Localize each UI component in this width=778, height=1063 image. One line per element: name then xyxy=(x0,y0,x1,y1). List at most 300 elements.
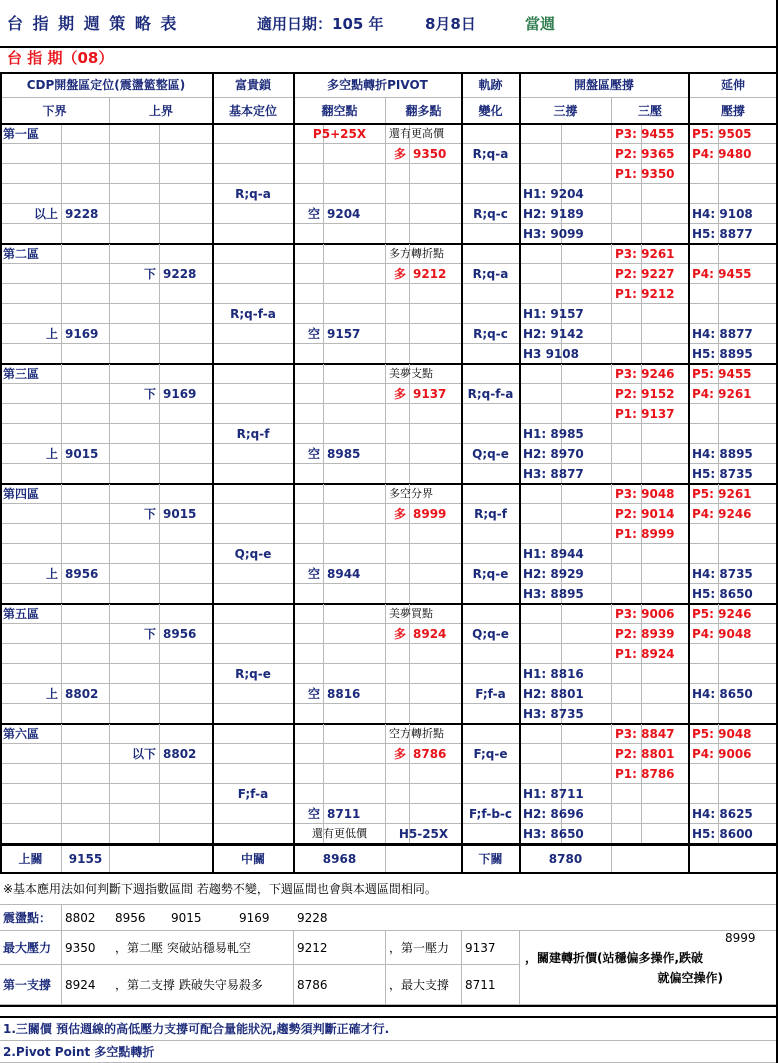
pivot-value-2: 8956 xyxy=(112,905,168,931)
grid-cell xyxy=(62,524,110,544)
grid-cell xyxy=(462,824,520,844)
grid-cell xyxy=(62,784,110,804)
summary-lower-label: 下關 xyxy=(462,845,520,873)
zone-top-note xyxy=(294,244,386,264)
grid-cell xyxy=(642,344,689,364)
grid-cell xyxy=(689,404,719,424)
zone-lower-value: 8802 xyxy=(62,684,110,704)
grid-cell xyxy=(562,164,612,184)
zone-long-note: 美夢支點 xyxy=(386,364,462,384)
grid-cell xyxy=(410,284,462,304)
grid-cell xyxy=(642,184,689,204)
grid-cell xyxy=(294,784,324,804)
grid-cell xyxy=(410,704,462,724)
zone-upper-label xyxy=(110,144,160,164)
grid-cell xyxy=(612,784,642,804)
grid-cell xyxy=(612,824,642,844)
zone-long-note: 空方轉折點 xyxy=(386,724,462,744)
zone-p3: P3: 9048 xyxy=(612,484,689,504)
grid-cell xyxy=(0,624,62,644)
grid-cell xyxy=(562,144,612,164)
grid-cell xyxy=(294,704,324,724)
grid-cell xyxy=(689,764,719,784)
zone-basic-position: R;q-f xyxy=(213,424,294,444)
grid-cell xyxy=(642,444,689,464)
grid-cell xyxy=(520,504,562,524)
zone-upper-label: 下 xyxy=(110,504,160,524)
grid-cell xyxy=(0,664,62,684)
grid-cell xyxy=(324,764,386,784)
grid-cell xyxy=(612,424,642,444)
grid-cell xyxy=(294,504,324,524)
grid-cell xyxy=(324,284,386,304)
grid-cell xyxy=(213,244,294,264)
grid-cell xyxy=(462,604,520,624)
grid-cell xyxy=(689,644,719,664)
grid-cell xyxy=(62,424,110,444)
grid-cell xyxy=(160,484,213,504)
grid-cell xyxy=(689,284,719,304)
grid-cell xyxy=(462,364,520,384)
grid-cell xyxy=(612,704,642,724)
grid-cell xyxy=(642,784,689,804)
grid-cell xyxy=(62,624,110,644)
grid-cell xyxy=(324,384,386,404)
zone-upper-label: 以下 xyxy=(110,744,160,764)
zone-p2: P2: 9014 xyxy=(612,504,689,524)
grid-cell xyxy=(0,704,62,724)
grid-cell xyxy=(294,224,324,244)
grid-cell xyxy=(462,724,520,744)
grid-cell xyxy=(160,184,213,204)
grid-cell xyxy=(612,544,642,564)
grid-cell xyxy=(386,524,410,544)
zone-p4: P4: 9261 xyxy=(689,384,778,404)
zone-lower-value xyxy=(62,804,110,824)
zone-long-value: 8999 xyxy=(410,504,462,524)
grid-cell xyxy=(689,784,719,804)
header-extend: 延伸 xyxy=(689,72,778,98)
grid-cell xyxy=(520,644,562,664)
grid-cell xyxy=(410,404,462,424)
grid-cell xyxy=(160,364,213,384)
grid-cell xyxy=(0,504,62,524)
max-sup-value: 8711 xyxy=(462,965,520,1005)
divider xyxy=(0,123,778,125)
zone-short-label: 空 xyxy=(294,204,324,224)
grid-cell xyxy=(719,424,778,444)
grid-cell xyxy=(612,304,642,324)
header-upper: 上界 xyxy=(110,98,213,124)
grid-cell xyxy=(110,544,160,564)
grid-cell xyxy=(612,344,642,364)
header-flip-long: 翻多點 xyxy=(386,98,462,124)
grid-cell xyxy=(386,784,410,804)
grid-cell xyxy=(689,164,719,184)
grid-cell xyxy=(386,404,410,424)
grid-cell xyxy=(62,244,110,264)
grid-cell xyxy=(213,404,294,424)
grid-cell xyxy=(62,704,110,724)
grid-cell xyxy=(0,404,62,424)
grid-cell xyxy=(324,264,386,284)
grid-cell xyxy=(520,404,562,424)
grid-cell xyxy=(294,144,324,164)
grid-cell xyxy=(462,704,520,724)
grid-cell xyxy=(520,604,562,624)
grid-cell xyxy=(386,764,410,784)
pivot-value-5: 9228 xyxy=(294,905,778,931)
grid-cell xyxy=(612,464,642,484)
grid-cell xyxy=(0,544,62,564)
grid-cell xyxy=(0,284,62,304)
first-sup-value: 8924 xyxy=(62,965,112,1005)
zone-h5: H5: 8600 xyxy=(689,824,778,844)
grid-cell xyxy=(562,384,612,404)
zone-h5 xyxy=(689,704,778,724)
zone-upper-value: 8956 xyxy=(160,624,213,644)
grid-cell xyxy=(462,484,520,504)
zone-track-1: R;q-f xyxy=(462,504,520,524)
grid-cell xyxy=(562,624,612,644)
grid-cell xyxy=(462,764,520,784)
zone-upper-value: 8802 xyxy=(160,744,213,764)
grid-cell xyxy=(294,304,324,324)
grid-cell xyxy=(160,244,213,264)
grid-cell xyxy=(62,464,110,484)
grid-cell xyxy=(213,584,294,604)
pivot-value-4: 9169 xyxy=(236,905,294,931)
grid-cell xyxy=(0,164,62,184)
zone-p1: P1: 9212 xyxy=(612,284,689,304)
grid-cell xyxy=(689,184,719,204)
grid-cell xyxy=(324,464,386,484)
zone-h1: H1: 8711 xyxy=(520,784,612,804)
grid-cell xyxy=(213,384,294,404)
grid-cell xyxy=(110,764,160,784)
header-p3: 三壓 xyxy=(612,98,689,124)
zone-h5: H5: 8895 xyxy=(689,344,778,364)
zone-p1: P1: 8999 xyxy=(612,524,689,544)
pivots-label: 震盪點： xyxy=(0,905,62,931)
zone-h3: H3 9108 xyxy=(520,344,612,364)
grid-cell xyxy=(462,224,520,244)
grid-cell xyxy=(0,744,62,764)
grid-cell xyxy=(562,484,612,504)
grid-cell xyxy=(213,484,294,504)
header-cdp: CDP開盤區定位(震盪籃整區) xyxy=(0,72,213,98)
grid-cell xyxy=(294,664,324,684)
summary-blank-1 xyxy=(110,845,213,873)
zone-lower-label: 上 xyxy=(0,444,62,464)
zone-h4: H4: 8625 xyxy=(689,804,778,824)
grid-cell xyxy=(160,444,213,464)
summary-upper-label: 上關 xyxy=(0,845,62,873)
zone-long-label: 多 xyxy=(386,744,410,764)
zone-upper-label: 下 xyxy=(110,384,160,404)
date-label: 適用日期：105 年 xyxy=(257,15,384,33)
grid-cell xyxy=(0,384,62,404)
grid-cell xyxy=(160,704,213,724)
grid-cell xyxy=(294,384,324,404)
grid-cell xyxy=(386,324,410,344)
grid-cell xyxy=(410,784,462,804)
key-pivot-label-2: 就偏空操作) xyxy=(657,971,723,985)
grid-cell xyxy=(410,544,462,564)
grid-cell xyxy=(324,224,386,244)
grid-cell xyxy=(410,344,462,364)
grid-cell xyxy=(0,304,62,324)
zone-short-value: 9204 xyxy=(324,204,386,224)
grid-cell xyxy=(62,264,110,284)
grid-cell xyxy=(0,644,62,664)
grid-cell xyxy=(719,184,778,204)
grid-cell xyxy=(642,584,689,604)
grid-cell xyxy=(689,544,719,564)
first-press-value: 9137 xyxy=(462,931,520,965)
grid-cell xyxy=(324,304,386,324)
grid-cell xyxy=(462,544,520,564)
summary-blank-4 xyxy=(689,845,778,873)
grid-cell xyxy=(62,304,110,324)
zone-p2: P2: 9152 xyxy=(612,384,689,404)
zone-h3: H3: 8877 xyxy=(520,464,612,484)
zone-basic-position: R;q-e xyxy=(213,664,294,684)
grid-cell xyxy=(324,144,386,164)
grid-cell xyxy=(642,204,689,224)
grid-cell xyxy=(324,404,386,424)
zone-long-value: 8924 xyxy=(410,624,462,644)
zone-bottom-note: 還有更低價 xyxy=(294,824,386,844)
grid-cell xyxy=(386,424,410,444)
grid-cell xyxy=(62,124,110,144)
grid-cell xyxy=(213,204,294,224)
zone-p5 xyxy=(689,244,778,264)
key-pivot-value: 8999 xyxy=(725,931,756,945)
zone-h4: H4: 8877 xyxy=(689,324,778,344)
zone-upper-value: 9228 xyxy=(160,264,213,284)
max-sup-label: ，最大支撐 xyxy=(386,965,462,1005)
grid-cell xyxy=(213,224,294,244)
grid-cell xyxy=(562,724,612,744)
grid-cell xyxy=(386,564,410,584)
grid-cell xyxy=(386,464,410,484)
grid-cell xyxy=(62,764,110,784)
zone-short-label: 空 xyxy=(294,324,324,344)
zone-p3: P3: 9261 xyxy=(612,244,689,264)
grid-cell xyxy=(324,744,386,764)
grid-cell xyxy=(110,564,160,584)
grid-cell xyxy=(62,404,110,424)
grid-cell xyxy=(462,644,520,664)
grid-cell xyxy=(213,164,294,184)
grid-cell xyxy=(386,204,410,224)
grid-cell xyxy=(689,424,719,444)
grid-cell xyxy=(213,764,294,784)
grid-cell xyxy=(213,524,294,544)
grid-cell xyxy=(62,824,110,844)
grid-cell xyxy=(62,544,110,564)
grid-cell xyxy=(562,244,612,264)
grid-cell xyxy=(160,404,213,424)
divider xyxy=(0,1016,778,1018)
zone-short-value: 9157 xyxy=(324,324,386,344)
grid-cell xyxy=(110,704,160,724)
grid-cell xyxy=(462,584,520,604)
grid-cell xyxy=(213,124,294,144)
grid-cell xyxy=(213,264,294,284)
zone-lower-value: 9228 xyxy=(62,204,110,224)
grid-cell xyxy=(410,664,462,684)
grid-cell xyxy=(110,664,160,684)
grid-cell xyxy=(410,464,462,484)
grid-cell xyxy=(642,824,689,844)
grid-cell xyxy=(160,544,213,564)
grid-cell xyxy=(110,184,160,204)
grid-cell xyxy=(110,244,160,264)
second-press-label: ，第二壓 突破站穩易軋空 xyxy=(112,931,294,965)
grid-cell xyxy=(410,324,462,344)
zone-p2: P2: 9365 xyxy=(612,144,689,164)
grid-cell xyxy=(213,704,294,724)
grid-cell xyxy=(410,684,462,704)
zone-basic-position: R;q-f-a xyxy=(213,304,294,324)
grid-cell xyxy=(562,284,612,304)
grid-cell xyxy=(462,524,520,544)
grid-cell xyxy=(324,424,386,444)
zone-p5: P5: 9455 xyxy=(689,364,778,384)
grid-cell xyxy=(386,804,410,824)
zone-p4: P4: 9480 xyxy=(689,144,778,164)
grid-cell xyxy=(410,424,462,444)
pivot-value-3: 9015 xyxy=(168,905,236,931)
grid-cell xyxy=(294,464,324,484)
grid-cell xyxy=(160,784,213,804)
zone-p4: P4: 9455 xyxy=(689,264,778,284)
grid-cell xyxy=(642,424,689,444)
grid-cell xyxy=(324,184,386,204)
zone-track-1: Q;q-e xyxy=(462,624,520,644)
zone-p5: P5: 9048 xyxy=(689,724,778,744)
zone-p1: P1: 8924 xyxy=(612,644,689,664)
grid-cell xyxy=(462,464,520,484)
zone-top-note: P5+25X xyxy=(294,124,386,144)
grid-cell xyxy=(160,584,213,604)
zone-p2: P2: 8939 xyxy=(612,624,689,644)
grid-cell xyxy=(520,264,562,284)
header-flip-short: 翻空點 xyxy=(294,98,386,124)
grid-cell xyxy=(642,324,689,344)
zone-track-2: F;f-b-c xyxy=(462,804,520,824)
week-label: 當週 xyxy=(525,15,556,33)
grid-cell xyxy=(160,224,213,244)
zone-long-label: 多 xyxy=(386,624,410,644)
grid-cell xyxy=(294,424,324,444)
grid-cell xyxy=(386,584,410,604)
grid-cell xyxy=(462,164,520,184)
grid-cell xyxy=(642,684,689,704)
grid-cell xyxy=(160,164,213,184)
grid-cell xyxy=(110,164,160,184)
grid-cell xyxy=(294,164,324,184)
zone-short-value: 8944 xyxy=(324,564,386,584)
grid-cell xyxy=(642,224,689,244)
grid-cell xyxy=(520,724,562,744)
grid-cell xyxy=(110,684,160,704)
zone-h2: H2: 8801 xyxy=(520,684,612,704)
grid-cell xyxy=(386,304,410,324)
zone-upper-value xyxy=(160,144,213,164)
zone-long-label: 多 xyxy=(386,504,410,524)
grid-cell xyxy=(562,764,612,784)
zone-track-1: R;q-a xyxy=(462,264,520,284)
grid-cell xyxy=(110,824,160,844)
grid-cell xyxy=(719,664,778,684)
grid-cell xyxy=(689,524,719,544)
grid-cell xyxy=(562,124,612,144)
grid-cell xyxy=(160,464,213,484)
zone-track-1: R;q-f-a xyxy=(462,384,520,404)
grid-cell xyxy=(0,764,62,784)
zone-h1: H1: 9204 xyxy=(520,184,612,204)
grid-cell xyxy=(462,664,520,684)
grid-cell xyxy=(410,764,462,784)
grid-cell xyxy=(294,284,324,304)
grid-cell xyxy=(213,564,294,584)
zone-name: 第二區 xyxy=(0,244,62,264)
grid-cell xyxy=(294,264,324,284)
zone-p2: P2: 9227 xyxy=(612,264,689,284)
grid-cell xyxy=(386,544,410,564)
zone-h1: H1: 9157 xyxy=(520,304,612,324)
grid-cell xyxy=(110,364,160,384)
grid-cell xyxy=(689,664,719,684)
grid-cell xyxy=(0,344,62,364)
zone-p1: P1: 9350 xyxy=(612,164,689,184)
zone-basic-position: R;q-a xyxy=(213,184,294,204)
grid-cell xyxy=(110,644,160,664)
grid-cell xyxy=(294,584,324,604)
zone-top-note xyxy=(294,724,386,744)
header-pressure: 壓撐 xyxy=(689,98,778,124)
zone-lower-label xyxy=(0,804,62,824)
zone-long-label: 多 xyxy=(386,144,410,164)
grid-cell xyxy=(612,804,642,824)
grid-cell xyxy=(719,304,778,324)
grid-cell xyxy=(160,564,213,584)
grid-cell xyxy=(160,124,213,144)
header-pivot: 多空點轉折PIVOT xyxy=(294,72,462,98)
date-value: 8月8日 xyxy=(425,15,476,33)
grid-cell xyxy=(213,804,294,824)
grid-cell xyxy=(0,524,62,544)
grid-cell xyxy=(642,664,689,684)
grid-cell xyxy=(62,644,110,664)
grid-cell xyxy=(386,224,410,244)
grid-cell xyxy=(110,344,160,364)
grid-cell xyxy=(462,304,520,324)
zone-p4: P4: 9048 xyxy=(689,624,778,644)
header-s3: 三撐 xyxy=(520,98,612,124)
first-sup-label: 第一支撐 xyxy=(0,965,62,1005)
grid-cell xyxy=(0,464,62,484)
zone-short-label: 空 xyxy=(294,684,324,704)
grid-cell xyxy=(62,604,110,624)
zone-short-value: 8816 xyxy=(324,684,386,704)
zone-lower-label: 上 xyxy=(0,324,62,344)
grid-cell xyxy=(719,764,778,784)
grid-cell xyxy=(160,804,213,824)
